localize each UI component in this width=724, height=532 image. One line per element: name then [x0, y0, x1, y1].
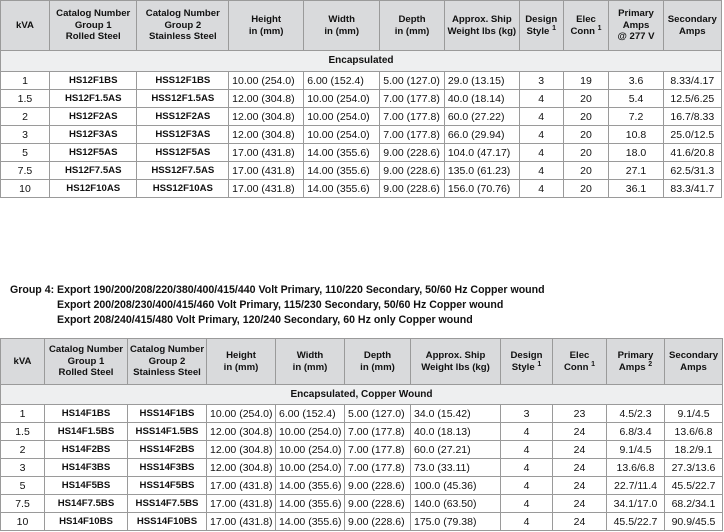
elec-conn-cell: 24 [553, 513, 607, 531]
width-cell: 14.00 (355.6) [304, 162, 380, 180]
primary-amps-cell: 5.4 [609, 90, 663, 108]
secondary-amps-cell: 62.5/31.3 [663, 162, 721, 180]
catalog-group1-cell: HS14F5BS [45, 477, 128, 495]
width-cell: 10.00 (254.0) [276, 459, 345, 477]
elec-conn-cell: 20 [563, 162, 609, 180]
header-secondary-amps: Secondary Amps [663, 1, 721, 51]
kva-cell: 3 [1, 459, 45, 477]
kva-cell: 5 [1, 144, 50, 162]
catalog-group1-cell: HS12F1.5AS [49, 90, 137, 108]
design-style-cell: 3 [519, 72, 563, 90]
table-header-row [1, 339, 723, 385]
elec-conn-cell: 20 [563, 126, 609, 144]
design-style-cell: 4 [519, 108, 563, 126]
weight-cell: 60.0 (27.22) [444, 108, 519, 126]
table-row [1, 126, 722, 144]
table-row [1, 405, 723, 423]
header-primary-amps: Primary Amps @ 277 V [609, 1, 663, 51]
catalog-group2-cell: HSS12F3AS [137, 126, 229, 144]
kva-cell: 5 [1, 477, 45, 495]
primary-amps-cell: 27.1 [609, 162, 663, 180]
section-band: Encapsulated [1, 51, 722, 72]
weight-cell: 156.0 (70.76) [444, 180, 519, 198]
depth-cell: 7.00 (177.8) [345, 423, 411, 441]
elec-conn-cell: 20 [563, 90, 609, 108]
depth-cell: 7.00 (177.8) [380, 126, 445, 144]
secondary-amps-cell: 41.6/20.8 [663, 144, 721, 162]
secondary-amps-cell: 27.3/13.6 [665, 459, 723, 477]
header-width: Width in (mm) [276, 339, 345, 385]
catalog-group2-cell: HSS14F5BS [128, 477, 207, 495]
weight-cell: 100.0 (45.36) [411, 477, 501, 495]
spec-table-group3 [0, 0, 722, 198]
height-cell: 17.00 (431.8) [207, 495, 276, 513]
secondary-amps-cell: 16.7/8.33 [663, 108, 721, 126]
table-header-row [1, 1, 722, 51]
elec-conn-cell: 24 [553, 495, 607, 513]
header-depth: Depth in (mm) [345, 339, 411, 385]
kva-cell: 10 [1, 180, 50, 198]
height-cell: 17.00 (431.8) [229, 162, 304, 180]
table-row [1, 441, 723, 459]
design-style-cell: 4 [501, 495, 553, 513]
width-cell: 10.00 (254.0) [276, 423, 345, 441]
group4-line-3: Export 208/240/415/480 Volt Primary, 120/240 Secondary, 60 Hz only Copper wound [57, 314, 473, 326]
primary-amps-cell: 3.6 [609, 72, 663, 90]
depth-cell: 9.00 (228.6) [345, 477, 411, 495]
height-cell: 12.00 (304.8) [207, 459, 276, 477]
elec-conn-cell: 20 [563, 144, 609, 162]
kva-cell: 1 [1, 72, 50, 90]
catalog-group1-cell: HS14F2BS [45, 441, 128, 459]
catalog-group1-cell: HS12F3AS [49, 126, 137, 144]
weight-cell: 40.0 (18.14) [444, 90, 519, 108]
depth-cell: 9.00 (228.6) [380, 144, 445, 162]
kva-cell: 1.5 [1, 423, 45, 441]
height-cell: 12.00 (304.8) [207, 441, 276, 459]
catalog-group2-cell: HSS12F2AS [137, 108, 229, 126]
primary-amps-cell: 45.5/22.7 [607, 513, 665, 531]
catalog-group1-cell: HS14F7.5BS [45, 495, 128, 513]
weight-cell: 29.0 (13.15) [444, 72, 519, 90]
kva-cell: 7.5 [1, 495, 45, 513]
weight-cell: 135.0 (61.23) [444, 162, 519, 180]
primary-amps-cell: 22.7/11.4 [607, 477, 665, 495]
catalog-group1-cell: HS14F1BS [45, 405, 128, 423]
table-row [1, 495, 723, 513]
primary-amps-cell: 9.1/4.5 [607, 441, 665, 459]
table-row [1, 72, 722, 90]
secondary-amps-cell: 45.5/22.7 [665, 477, 723, 495]
weight-cell: 66.0 (29.94) [444, 126, 519, 144]
height-cell: 17.00 (431.8) [207, 477, 276, 495]
catalog-group2-cell: HSS14F1BS [128, 405, 207, 423]
weight-cell: 34.0 (15.42) [411, 405, 501, 423]
elec-conn-cell: 24 [553, 423, 607, 441]
catalog-group1-cell: HS14F10BS [45, 513, 128, 531]
height-cell: 12.00 (304.8) [207, 423, 276, 441]
catalog-group2-cell: HSS12F5AS [137, 144, 229, 162]
header-catalog-group1: Catalog Number Group 1 Rolled Steel [49, 1, 137, 51]
primary-amps-cell: 4.5/2.3 [607, 405, 665, 423]
width-cell: 6.00 (152.4) [276, 405, 345, 423]
secondary-amps-cell: 25.0/12.5 [663, 126, 721, 144]
table-row [1, 180, 722, 198]
depth-cell: 5.00 (127.0) [380, 72, 445, 90]
secondary-amps-cell: 9.1/4.5 [665, 405, 723, 423]
catalog-group2-cell: HSS14F1.5BS [128, 423, 207, 441]
width-cell: 10.00 (254.0) [276, 441, 345, 459]
catalog-group1-cell: HS14F3BS [45, 459, 128, 477]
width-cell: 14.00 (355.6) [276, 495, 345, 513]
table-row [1, 513, 723, 531]
depth-cell: 9.00 (228.6) [380, 180, 445, 198]
width-cell: 14.00 (355.6) [304, 180, 380, 198]
elec-conn-cell: 20 [563, 180, 609, 198]
width-cell: 10.00 (254.0) [304, 90, 380, 108]
kva-cell: 7.5 [1, 162, 50, 180]
weight-cell: 60.0 (27.21) [411, 441, 501, 459]
design-style-cell: 4 [501, 441, 553, 459]
section-band: Encapsulated, Copper Wound [1, 385, 723, 405]
height-cell: 17.00 (431.8) [207, 513, 276, 531]
height-cell: 10.00 (254.0) [207, 405, 276, 423]
kva-cell: 1 [1, 405, 45, 423]
design-style-cell: 3 [501, 405, 553, 423]
header-kva: kVA [1, 339, 45, 385]
depth-cell: 9.00 (228.6) [345, 495, 411, 513]
width-cell: 14.00 (355.6) [276, 513, 345, 531]
header-height: Height in (mm) [229, 1, 304, 51]
depth-cell: 5.00 (127.0) [345, 405, 411, 423]
depth-cell: 9.00 (228.6) [380, 162, 445, 180]
header-elec-conn: Elec Conn $^1$ [553, 339, 607, 385]
table-row [1, 90, 722, 108]
primary-amps-cell: 18.0 [609, 144, 663, 162]
group4-line-2: Export 200/208/230/400/415/460 Volt Primary, 115/230 Secondary, 50/60 Hz Copper wound [57, 299, 504, 311]
weight-cell: 104.0 (47.17) [444, 144, 519, 162]
header-catalog-group2: Catalog Number Group 2 Stainless Steel [128, 339, 207, 385]
height-cell: 12.00 (304.8) [229, 90, 304, 108]
weight-cell: 140.0 (63.50) [411, 495, 501, 513]
primary-amps-cell: 36.1 [609, 180, 663, 198]
depth-cell: 7.00 (177.8) [345, 441, 411, 459]
kva-cell: 1.5 [1, 90, 50, 108]
table-row [1, 477, 723, 495]
table-row [1, 459, 723, 477]
header-weight: Approx. Ship Weight lbs (kg) [444, 1, 519, 51]
catalog-group2-cell: HSS12F1BS [137, 72, 229, 90]
catalog-group2-cell: HSS14F3BS [128, 459, 207, 477]
elec-conn-cell: 24 [553, 441, 607, 459]
elec-conn-cell: 24 [553, 459, 607, 477]
table-row [1, 144, 722, 162]
group4-line-1: Group 4: Export 190/200/208/220/380/400/415/440 Volt Primary, 110/220 Secondary, 50/60 Hz Copper wound [10, 284, 545, 296]
kva-cell: 2 [1, 441, 45, 459]
design-style-cell: 4 [519, 90, 563, 108]
height-cell: 17.00 (431.8) [229, 144, 304, 162]
primary-amps-cell: 10.8 [609, 126, 663, 144]
header-catalog-group1: Catalog Number Group 1 Rolled Steel [45, 339, 128, 385]
primary-amps-cell: 34.1/17.0 [607, 495, 665, 513]
header-width: Width in (mm) [304, 1, 380, 51]
height-cell: 12.00 (304.8) [229, 108, 304, 126]
header-height: Height in (mm) [207, 339, 276, 385]
width-cell: 14.00 (355.6) [304, 144, 380, 162]
design-style-cell: 4 [519, 180, 563, 198]
kva-cell: 3 [1, 126, 50, 144]
catalog-group2-cell: HSS14F10BS [128, 513, 207, 531]
spec-table-group4 [0, 338, 723, 531]
design-style-cell: 4 [501, 513, 553, 531]
design-style-cell: 4 [501, 423, 553, 441]
group4-description [10, 283, 545, 328]
design-style-cell: 4 [519, 144, 563, 162]
weight-cell: 40.0 (18.13) [411, 423, 501, 441]
header-design-style: Design Style $^1$ [519, 1, 563, 51]
depth-cell: 9.00 (228.6) [345, 513, 411, 531]
group4-label: Group 4: [10, 284, 55, 296]
depth-cell: 7.00 (177.8) [380, 108, 445, 126]
design-style-cell: 4 [519, 162, 563, 180]
catalog-group2-cell: HSS12F10AS [137, 180, 229, 198]
catalog-group1-cell: HS12F2AS [49, 108, 137, 126]
catalog-group1-cell: HS12F1BS [49, 72, 137, 90]
header-primary-amps: Primary Amps $^2$ [607, 339, 665, 385]
kva-cell: 10 [1, 513, 45, 531]
catalog-group1-cell: HS12F7.5AS [49, 162, 137, 180]
secondary-amps-cell: 90.9/45.5 [665, 513, 723, 531]
kva-cell: 2 [1, 108, 50, 126]
design-style-cell: 4 [501, 459, 553, 477]
weight-cell: 175.0 (79.38) [411, 513, 501, 531]
header-depth: Depth in (mm) [380, 1, 445, 51]
header-design-style: Design Style $^1$ [501, 339, 553, 385]
secondary-amps-cell: 83.3/41.7 [663, 180, 721, 198]
primary-amps-cell: 7.2 [609, 108, 663, 126]
elec-conn-cell: 23 [553, 405, 607, 423]
elec-conn-cell: 24 [553, 477, 607, 495]
catalog-group1-cell: HS12F5AS [49, 144, 137, 162]
width-cell: 10.00 (254.0) [304, 108, 380, 126]
table-row [1, 162, 722, 180]
width-cell: 14.00 (355.6) [276, 477, 345, 495]
table-row [1, 423, 723, 441]
header-weight: Approx. Ship Weight lbs (kg) [411, 339, 501, 385]
secondary-amps-cell: 8.33/4.17 [663, 72, 721, 90]
primary-amps-cell: 6.8/3.4 [607, 423, 665, 441]
elec-conn-cell: 20 [563, 108, 609, 126]
design-style-cell: 4 [501, 477, 553, 495]
header-secondary-amps: Secondary Amps [665, 339, 723, 385]
depth-cell: 7.00 (177.8) [380, 90, 445, 108]
design-style-cell: 4 [519, 126, 563, 144]
weight-cell: 73.0 (33.11) [411, 459, 501, 477]
catalog-group2-cell: HSS14F7.5BS [128, 495, 207, 513]
catalog-group2-cell: HSS14F2BS [128, 441, 207, 459]
height-cell: 10.00 (254.0) [229, 72, 304, 90]
catalog-group2-cell: HSS12F1.5AS [137, 90, 229, 108]
catalog-group1-cell: HS14F1.5BS [45, 423, 128, 441]
secondary-amps-cell: 68.2/34.1 [665, 495, 723, 513]
catalog-group2-cell: HSS12F7.5AS [137, 162, 229, 180]
primary-amps-cell: 13.6/6.8 [607, 459, 665, 477]
width-cell: 10.00 (254.0) [304, 126, 380, 144]
width-cell: 6.00 (152.4) [304, 72, 380, 90]
catalog-group1-cell: HS12F10AS [49, 180, 137, 198]
header-catalog-group2: Catalog Number Group 2 Stainless Steel [137, 1, 229, 51]
height-cell: 17.00 (431.8) [229, 180, 304, 198]
depth-cell: 7.00 (177.8) [345, 459, 411, 477]
height-cell: 12.00 (304.8) [229, 126, 304, 144]
secondary-amps-cell: 13.6/6.8 [665, 423, 723, 441]
header-kva: kVA [1, 1, 50, 51]
table-row [1, 108, 722, 126]
secondary-amps-cell: 18.2/9.1 [665, 441, 723, 459]
header-elec-conn: Elec Conn $^1$ [563, 1, 609, 51]
secondary-amps-cell: 12.5/6.25 [663, 90, 721, 108]
elec-conn-cell: 19 [563, 72, 609, 90]
